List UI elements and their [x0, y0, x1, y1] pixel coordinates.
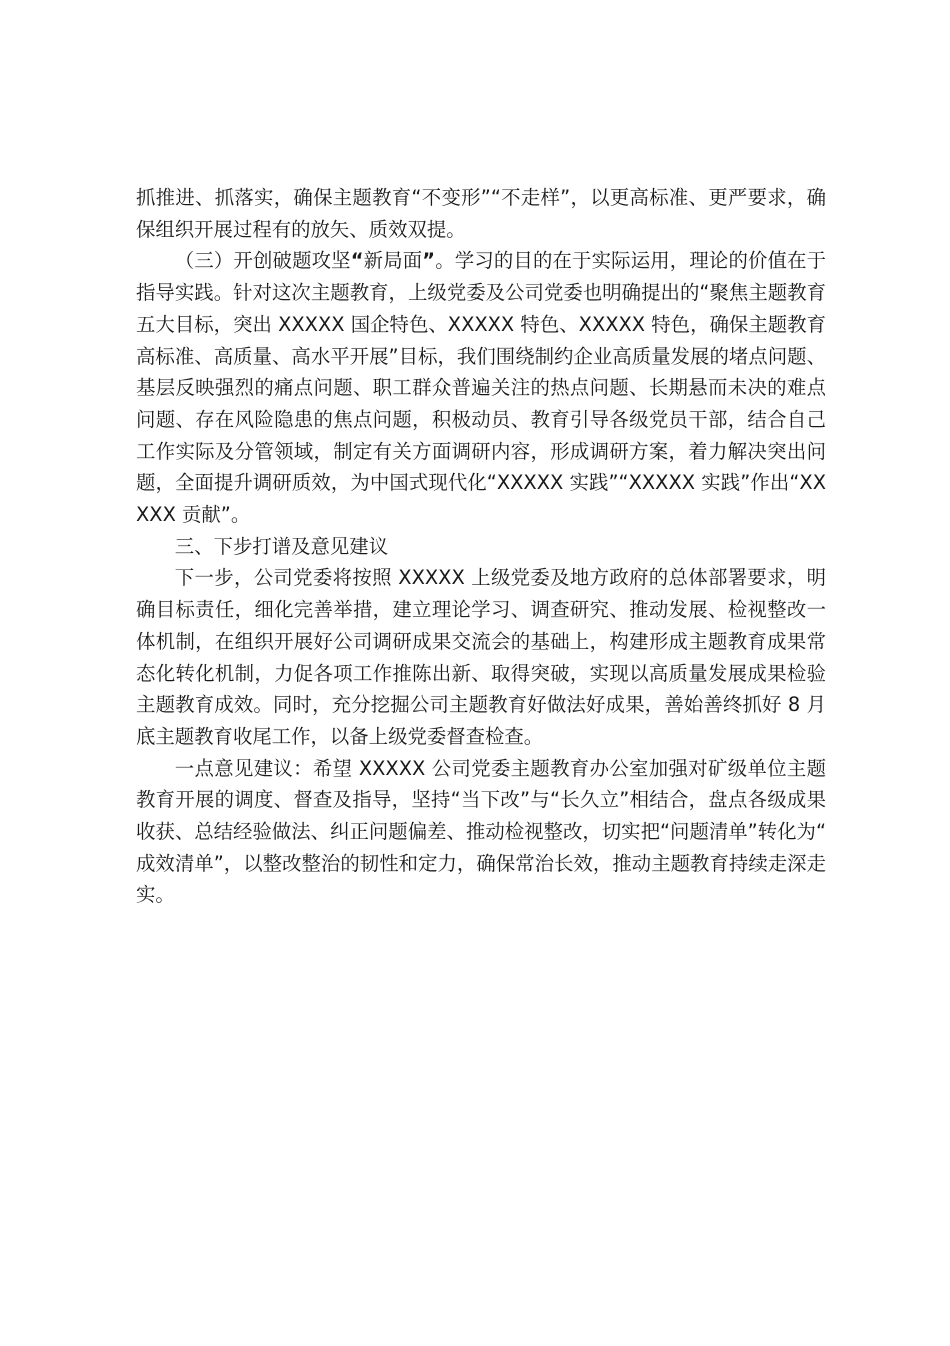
heading-next-steps: 三、下步打谱及意见建议 [174, 534, 389, 558]
paragraph-next-steps: 下一步，公司党委将按照 XXXXX 上级党委及地方政府的总体部署要求，明确目标责任，细化完善举措，建立理论学习、调查研究、推动发展、检视整改一体机制，在组织开展好公司调研成果交流会的基础上，构建形成主题教育成果常态化转化机制，力促各项工作推陈出新、取得突破，实现以高质量发展成果检验主题教育成效。同时，充分挖掘公司主题教育好做法好成果，善始善终抓好 8 月底主题教育收尾工作，以备上级党委督查检查。 [136, 566, 826, 748]
paragraph-continuation: 抓推进、抓落实，确保主题教育“不变形”“不走样”，以更高标准、更严要求，确保组织开展过程有的放矢、质效双提。 [136, 186, 826, 241]
section-heading-open-quote: “ [350, 249, 364, 273]
section-heading-keyword: 新局面 [363, 249, 423, 273]
section-heading-close-quote: ” [422, 249, 436, 273]
section-three-body: 学习的目的在于实际运用，理论的价值在于指导实践。针对这次主题教育，上级党委及公司党委也明确提出的“聚焦主题教育五大目标，突出 XXXXX 国企特色、XXXXX 特色、XXXXX 特色，确保主题教育高标准、高质量、高水平开展”目标，我们围绕制约企业高质量发展的堵点问题、基层反映强烈的痛点问题、职工群众普遍关注的热点问题、长期悬而未决的难点问题、存在风险隐患的焦点问题，积极动员、教育引导各级党员干部，结合自己工作实际及分管领域，制定有关方面调研内容，形成调研方案，着力解决突出问题，全面提升调研质效，为中国式现代化“XXXXX 实践”“XXXXX 实践”作出“XXXXX 贡献”。 [136, 249, 827, 527]
document-body [136, 182, 826, 911]
paragraph-suggestion: 一点意见建议：希望 XXXXX 公司党委主题教育办公室加强对矿级单位主题教育开展的调度、督查及指导，坚持“当下改”与“长久立”相结合，盘点各级成果收获、总结经验做法、纠正问题偏差、推动检视整改，切实把“问题清单”转化为“成效清单”，以整改整治的韧性和定力，确保常治长效，推动主题教育持续走深走实。 [136, 756, 826, 907]
section-heading-period: 。 [435, 249, 455, 273]
paragraph-section-three [136, 245, 826, 530]
section-heading-part: （三）开创破题攻坚 [174, 249, 351, 273]
